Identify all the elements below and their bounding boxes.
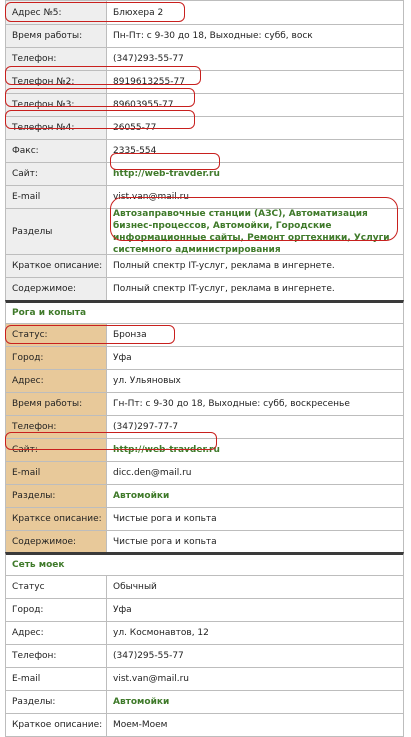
- value-work-hours: Пн-Пт: с 9-30 до 18, Выходные: субб, воск: [113, 31, 313, 41]
- value-city: Уфа: [113, 605, 132, 615]
- label-site: Сайт:: [6, 163, 107, 185]
- label-short-desc: Краткое описание:: [6, 255, 107, 277]
- value-content: Полный спектр IT-услуг, реклама в ингернете.: [113, 284, 335, 294]
- label-email: E-mail: [6, 186, 107, 208]
- row-phone: [6, 645, 403, 668]
- row-fax: [6, 140, 403, 163]
- label-fax: Факс:: [6, 140, 107, 162]
- value-phone: (347)297-77-7: [113, 422, 179, 432]
- value-short-desc: Полный спектр IT-услуг, реклама в ингернете.: [113, 261, 335, 271]
- label-city: Город:: [6, 347, 107, 369]
- row-email: [6, 668, 403, 691]
- label-phone-4: Телефон №4:: [6, 117, 107, 139]
- block-title-moyki[interactable]: Сеть моек: [6, 555, 403, 576]
- sections-link[interactable]: Автомойки: [113, 491, 170, 501]
- value-content: Чистые рога и копьта: [113, 537, 217, 547]
- row-status: [6, 324, 403, 347]
- row-address: [6, 370, 403, 393]
- label-city: Город:: [6, 599, 107, 621]
- row-email: [6, 462, 403, 485]
- label-phone: Телефон:: [6, 48, 107, 70]
- site-link[interactable]: http://web-travder.ru: [113, 169, 220, 179]
- value-address: ул. Ульяновых: [113, 376, 181, 386]
- sections-links[interactable]: Автозаправочные станции (АЗС), Автоматизация бизнес-процессов, Автомойки, Городские информационные сайты, Ремонт оргтехники, Услуги системного администрирования: [113, 208, 390, 255]
- value-address-5: Блюхера 2: [113, 7, 164, 18]
- label-content: Содержимое:: [6, 278, 107, 300]
- value-status: Бронза: [113, 330, 147, 340]
- site-link[interactable]: http://web-travder.ru: [113, 445, 220, 455]
- row-phone-2: [6, 71, 403, 94]
- value-phone: (347)293-55-77: [113, 54, 184, 64]
- label-email: E-mail: [6, 462, 107, 484]
- row-sections: [6, 485, 403, 508]
- row-content: [6, 531, 403, 553]
- row-email: [6, 186, 403, 209]
- value-phone-3: 89603955-77: [113, 100, 174, 110]
- value-work-hours: Гн-Пт: с 9-30 до 18, Выходные: субб, воскресенье: [113, 399, 350, 409]
- label-work-hours: Время работы:: [6, 393, 107, 415]
- label-short-desc: Краткое описание:: [6, 714, 107, 736]
- label-phone: Телефон:: [6, 416, 107, 438]
- row-site: [6, 163, 403, 186]
- label-sections: Разделы:: [6, 485, 107, 507]
- row-status: [6, 576, 403, 599]
- row-address: [6, 622, 403, 645]
- row-short-desc: [6, 714, 403, 736]
- row-phone-4: [6, 117, 403, 140]
- row-short-desc: [6, 508, 403, 531]
- label-site: Сайт:: [6, 439, 107, 461]
- row-site: [6, 439, 403, 462]
- row-address-5: [6, 1, 403, 25]
- value-email: dicc.den@mail.ru: [113, 468, 192, 478]
- label-status: Статус: [6, 576, 107, 598]
- row-short-desc: [6, 255, 403, 278]
- value-city: Уфа: [113, 353, 132, 363]
- block-title-roga[interactable]: Рога и копыта: [6, 303, 403, 324]
- label-address-5: Адрес №5:: [6, 1, 107, 24]
- label-short-desc: Кратксе описание:: [6, 508, 107, 530]
- label-content: Содержимое:: [6, 531, 107, 553]
- row-sections: [6, 691, 403, 714]
- label-sections: Разделы: [6, 209, 107, 254]
- value-status: Обычный: [113, 582, 157, 592]
- label-work-hours: Время работы:: [6, 25, 107, 47]
- label-phone-2: Телефон №2:: [6, 71, 107, 93]
- row-sections: [6, 209, 403, 255]
- listing-block-1: [5, 0, 404, 301]
- label-email: E-mail: [6, 668, 107, 690]
- label-phone: Телефон:: [6, 645, 107, 667]
- row-work-hours: [6, 393, 403, 416]
- value-email: vist.van@mail.ru: [113, 674, 189, 684]
- listing-block-3: [5, 552, 404, 737]
- row-phone: [6, 48, 403, 71]
- value-email: vist.van@mail.ru: [113, 192, 189, 202]
- row-city: [6, 599, 403, 622]
- row-phone-3: [6, 94, 403, 117]
- value-fax: 2335-554: [113, 146, 157, 156]
- value-short-desc: Моем-Моем: [113, 720, 168, 730]
- label-phone-3: Телефон №3:: [6, 94, 107, 116]
- value-address: ул. Космонавтов, 12: [113, 628, 209, 638]
- label-address: Адрес:: [6, 370, 107, 392]
- sections-link[interactable]: Автомойки: [113, 697, 170, 707]
- row-phone: [6, 416, 403, 439]
- value-phone-2: 8919613255-77: [113, 77, 185, 87]
- row-work-hours: [6, 25, 403, 48]
- listing-block-2: [5, 300, 404, 554]
- label-sections: Разделы:: [6, 691, 107, 713]
- value-phone-4: 26055-77: [113, 123, 157, 133]
- label-status: Статус:: [6, 324, 107, 346]
- value-short-desc: Чистые рога и копьта: [113, 514, 217, 524]
- row-city: [6, 347, 403, 370]
- label-address: Адрес:: [6, 622, 107, 644]
- row-content: [6, 278, 403, 300]
- value-phone: (347)295-55-77: [113, 651, 184, 661]
